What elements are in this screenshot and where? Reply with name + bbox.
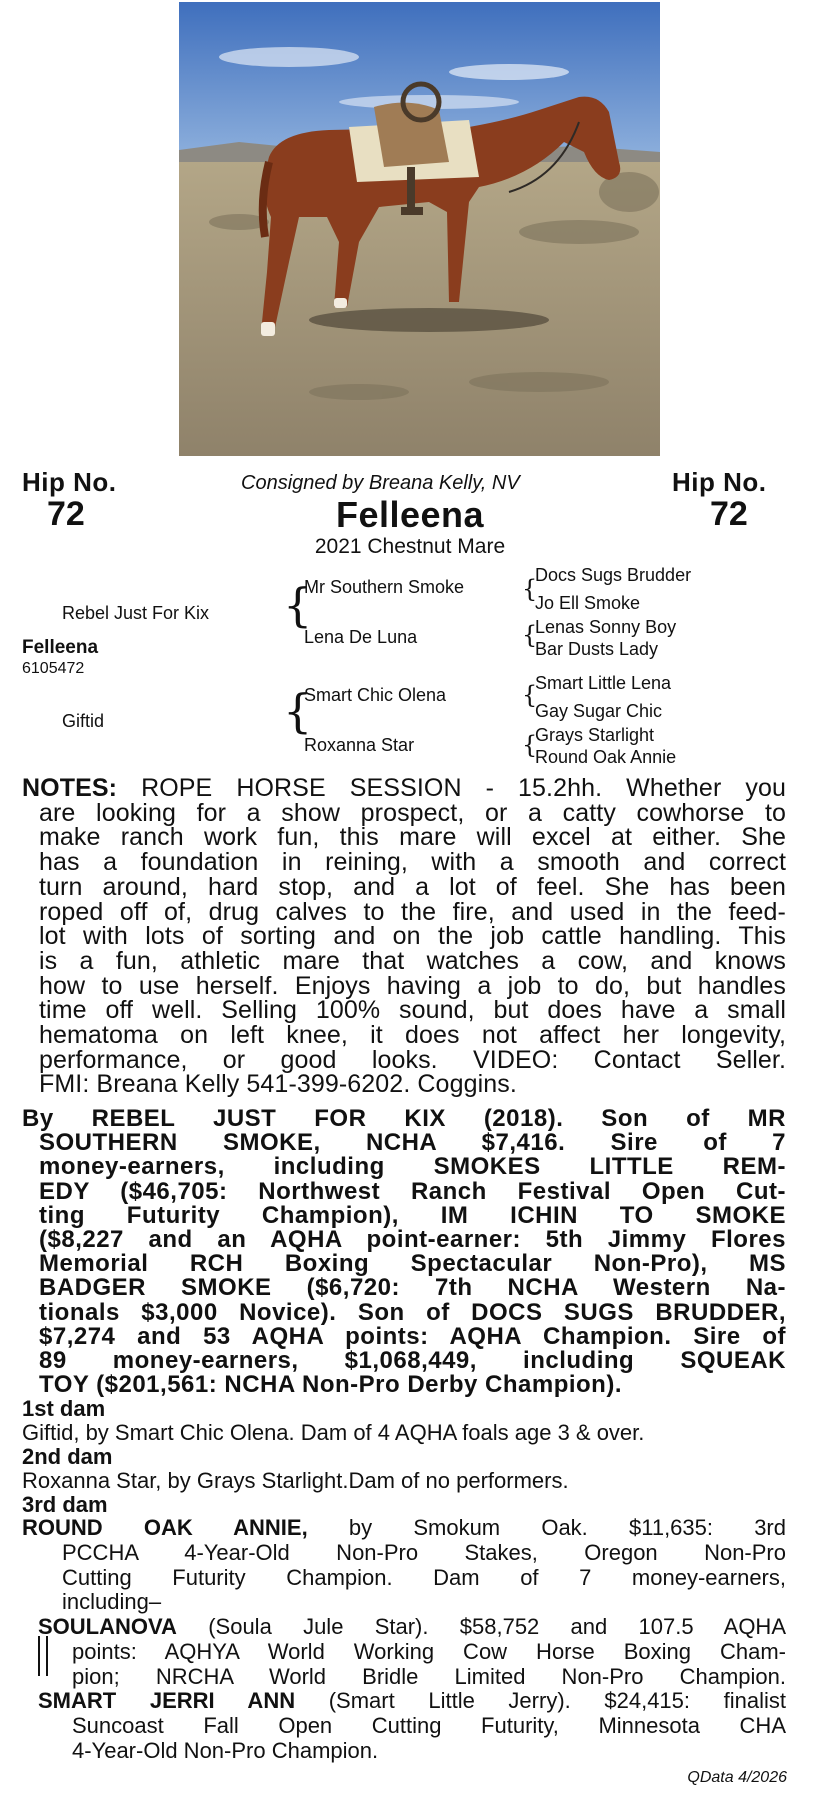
produce-line: (Smart Little Jerry). $24,415: finalist bbox=[295, 1688, 786, 1713]
third-dam-heading: 3rd dam bbox=[22, 1492, 108, 1517]
first-dam-heading: 1st dam bbox=[22, 1396, 106, 1421]
sire-line: TOY ($201,561: NCHA Non-Pro Derby Champion). bbox=[39, 1371, 622, 1399]
produce-line: points: AQHYA World Working Cow Horse Boxing Cham- bbox=[72, 1638, 786, 1664]
pedigree-brace: { bbox=[283, 684, 313, 738]
sire-paragraph bbox=[22, 1107, 786, 1397]
pedigree-gg-1: Docs Sugs Brudder bbox=[535, 565, 692, 585]
notes-line: time off well. Selling 100% sound, but does have a small bbox=[39, 996, 786, 1025]
hip-number-label-left: Hip No. bbox=[22, 467, 117, 497]
third-dam-name: ROUND OAK ANNIE, bbox=[22, 1515, 308, 1540]
pedigree-dam-dam: Roxanna Star bbox=[304, 735, 415, 755]
third-dam-line: including– bbox=[62, 1589, 162, 1615]
notes-line: has a foundation in reining, with a smooth and correct bbox=[39, 848, 786, 877]
pedigree-gg-5: Smart Little Lena bbox=[535, 673, 672, 693]
pedigree-subject-name: Felleena bbox=[22, 637, 99, 658]
produce-name: SMART JERRI ANN bbox=[38, 1688, 296, 1713]
pedigree-brace: { bbox=[283, 578, 313, 632]
produce-entry bbox=[38, 1689, 786, 1763]
pedigree-dam-sire: Smart Chic Olena bbox=[304, 685, 447, 705]
pedigree-brace: { bbox=[522, 621, 538, 649]
third-dam-line: by Smokum Oak. $11,635: 3rd bbox=[307, 1515, 786, 1540]
pedigree-sire-sire: Mr Southern Smoke bbox=[304, 577, 465, 597]
pedigree-gg-2: Jo Ell Smoke bbox=[535, 593, 641, 613]
produce-entry bbox=[38, 1615, 786, 1689]
sire-line: tionals $3,000 Novice). Son of DOCS SUGS BRUDDER, bbox=[39, 1298, 786, 1326]
sire-line: 89 money-earners, $1,068,449, including SQUEAK bbox=[39, 1347, 786, 1375]
produce-name: SOULANOVA bbox=[38, 1614, 177, 1639]
pedigree-gg-4: Bar Dusts Lady bbox=[535, 639, 659, 659]
produce-line: 4-Year-Old Non-Pro Champion. bbox=[72, 1737, 379, 1763]
pedigree-gg-7: Grays Starlight bbox=[535, 725, 655, 745]
notes-line: hematoma on left knee, it does not affect her longevity, bbox=[39, 1021, 786, 1050]
produce-line: (Soula Jule Star). $58,752 and 107.5 AQHA bbox=[176, 1614, 786, 1639]
hip-number-right: 72 bbox=[710, 495, 748, 533]
pedigree-sire-dam: Lena De Luna bbox=[304, 627, 418, 647]
pedigree-subject-registration: 6105472 bbox=[22, 660, 85, 677]
notes-line: are looking for a show prospect, or a catty cowhorse to bbox=[39, 798, 786, 827]
horse-photo bbox=[179, 2, 660, 456]
notes-line: ROPE HORSE SESSION - 15.2hh. Whether you bbox=[117, 774, 786, 802]
third-dam-line: PCCHA 4-Year-Old Non-Pro Stakes, Oregon Non-Pro bbox=[62, 1539, 786, 1565]
hip-number-left: 72 bbox=[47, 495, 85, 533]
notes-paragraph bbox=[22, 776, 786, 1097]
sire-line: ting Futurity Champion), IM ICHIN TO SMOKE bbox=[39, 1201, 786, 1229]
pedigree-brace: { bbox=[522, 731, 538, 759]
notes-label: NOTES: bbox=[22, 774, 118, 802]
sire-line: Memorial RCH Boxing Spectacular Non-Pro), MS bbox=[39, 1250, 786, 1278]
sire-line: EDY ($46,705: Northwest Ranch Festival Open Cut- bbox=[39, 1177, 786, 1205]
sire-line: money-earners, including SMOKES LITTLE REM- bbox=[39, 1153, 786, 1181]
notes-line: how to use herself. Enjoys having a job to do, but handles bbox=[39, 971, 786, 1000]
consignor: Consigned by Breana Kelly, NV bbox=[241, 472, 520, 494]
horse-name: Felleena bbox=[335, 494, 485, 535]
sire-line: BADGER SMOKE ($6,720: 7th NCHA Western Na- bbox=[39, 1274, 786, 1302]
pedigree-dam: Giftid bbox=[62, 711, 105, 731]
notes-line: roped off of, drug calves to the fire, and used in the feed- bbox=[39, 897, 786, 926]
second-dam-heading: 2nd dam bbox=[22, 1444, 113, 1469]
pedigree-gg-3: Lenas Sonny Boy bbox=[535, 617, 677, 637]
notes-line: is a fun, athletic mare that watches a cow, and knows bbox=[39, 946, 786, 975]
produce-line: Suncoast Fall Open Cutting Futurity, Minnesota CHA bbox=[72, 1712, 786, 1738]
pedigree-sire: Rebel Just For Kix bbox=[62, 603, 210, 623]
produce-line: pion; NRCHA World Bridle Limited Non-Pro Champion. bbox=[72, 1663, 786, 1689]
pedigree-brace: { bbox=[522, 681, 538, 709]
horse-description: 2021 Chestnut Mare bbox=[314, 535, 506, 558]
notes-line: make ranch work fun, this mare will excel at either. She bbox=[39, 823, 786, 852]
qdata-footer: QData 4/2026 bbox=[687, 1769, 787, 1786]
pedigree-gg-8: Round Oak Annie bbox=[535, 747, 677, 767]
third-dam-paragraph bbox=[22, 1516, 786, 1615]
pedigree-brace: { bbox=[522, 575, 538, 603]
first-dam-text: Giftid, by Smart Chic Olena. Dam of 4 AQHA foals age 3 & over. bbox=[22, 1420, 645, 1445]
sire-line: SOUTHERN SMOKE, NCHA $7,416. Sire of 7 bbox=[39, 1129, 786, 1157]
pedigree-gg-6: Gay Sugar Chic bbox=[535, 701, 663, 721]
third-dam-line: Cutting Futurity Champion. Dam of 7 money-earners, bbox=[62, 1564, 786, 1590]
hip-number-label-right: Hip No. bbox=[672, 467, 767, 497]
sire-line: $7,274 and 53 AQHA points: AQHA Champion. Sire of bbox=[39, 1322, 786, 1350]
sire-line: ($8,227 and an AQHA point-earner: 5th Jimmy Flores bbox=[39, 1226, 786, 1254]
second-dam-text: Roxanna Star, by Grays Starlight.Dam of no performers. bbox=[22, 1468, 569, 1493]
notes-line: performance, or good looks. VIDEO: Contact Seller. bbox=[39, 1045, 786, 1074]
notes-line: turn around, hard stop, and a lot of feel. She has been bbox=[39, 872, 786, 901]
notes-line: FMI: Breana Kelly 541-399-6202. Coggins. bbox=[39, 1070, 517, 1099]
notes-line: lot with lots of sorting and on the job cattle handling. This bbox=[39, 922, 786, 951]
sire-line: By REBEL JUST FOR KIX (2018). Son of MR bbox=[22, 1105, 786, 1132]
